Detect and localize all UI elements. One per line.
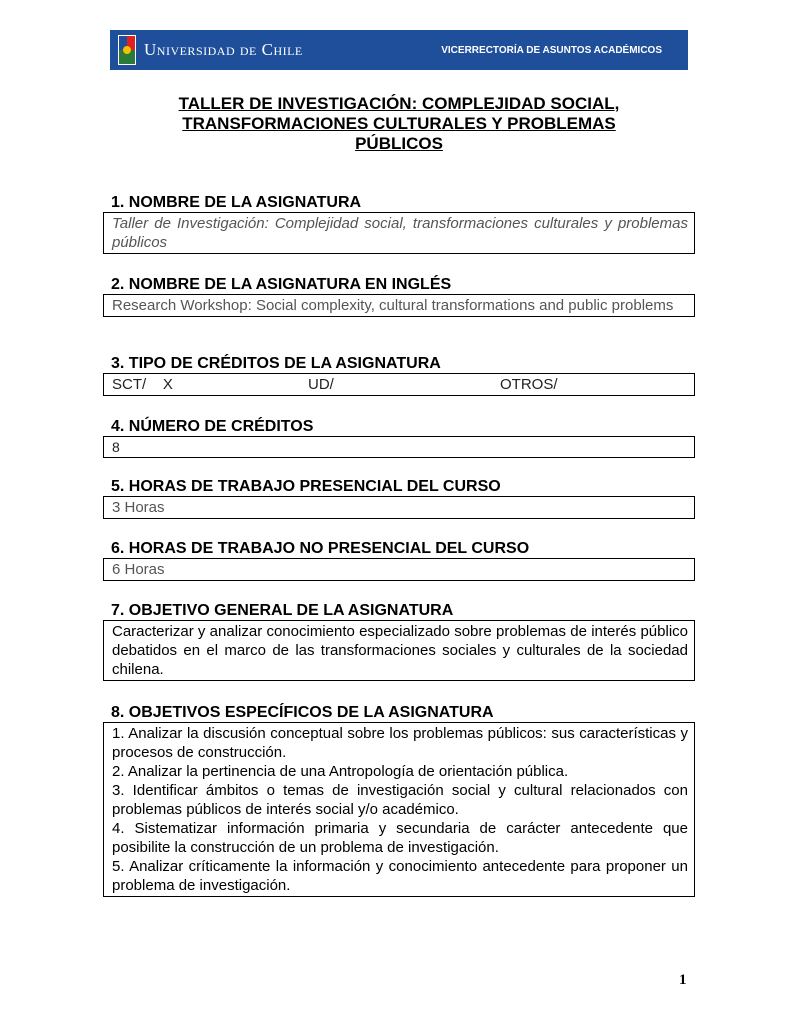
specific-objective-item: 2. Analizar la pertinencia de una Antropología de orientación pública. (112, 763, 569, 780)
header-banner (110, 30, 688, 70)
section-1-heading: 1. NOMBRE DE LA ASIGNATURA (111, 194, 362, 211)
section-3-heading: 3. TIPO DE CRÉDITOS DE LA ASIGNATURA (111, 355, 441, 372)
section-7-content: Caracterizar y analizar conocimiento especializado sobre problemas de interés público debatidos en el marco de las transformaciones sociales y culturales de la sociedad chilena. (103, 620, 695, 681)
section-2-heading: 2. NOMBRE DE LA ASIGNATURA EN INGLÉS (111, 276, 452, 293)
specific-objective-item: 1. Analizar la discusión conceptual sobre los problemas públicos: sus características y procesos de construcción. (112, 725, 688, 761)
specific-objective-item: 3. Identificar ámbitos o temas de investigación social y cultural relacionados con problemas públicos de interés social y/o académico. (112, 782, 688, 818)
title-line-3: PÚBLICOS (355, 134, 443, 153)
university-shield-icon (118, 35, 136, 65)
section-3 (110, 355, 696, 396)
section-2-content: Research Workshop: Social complexity, cultural transformations and public problems (103, 294, 695, 317)
title-line-1: TALLER DE INVESTIGACIÓN: COMPLEJIDAD SOCIAL, (178, 94, 620, 113)
vicerrectoria-label: VICERRECTORÍA DE ASUNTOS ACADÉMICOS (441, 44, 662, 56)
section-2 (110, 276, 696, 317)
section-4-content: 8 (103, 436, 695, 458)
page-title (110, 94, 688, 154)
credits-sct: SCT/ X (112, 376, 173, 393)
specific-objective-item: 5. Analizar críticamente la información y conocimiento antecedente para proponer un problema de investigación. (112, 858, 688, 894)
section-8-heading: 8. OBJETIVOS ESPECÍFICOS DE LA ASIGNATURA (111, 704, 494, 721)
section-8-content (103, 722, 695, 897)
section-8 (110, 704, 696, 897)
section-5 (110, 478, 696, 519)
page-number: 1 (679, 972, 687, 988)
section-5-heading: 5. HORAS DE TRABAJO PRESENCIAL DEL CURSO (111, 478, 501, 495)
section-1-content: Taller de Investigación: Complejidad social, transformaciones culturales y problemas públicos (103, 212, 695, 254)
section-7 (110, 602, 696, 681)
section-4 (110, 418, 696, 458)
credits-otros: OTROS/ (500, 376, 558, 393)
section-4-heading: 4. NÚMERO DE CRÉDITOS (111, 418, 314, 435)
credits-ud: UD/ (308, 376, 334, 393)
specific-objective-item: 4. Sistematizar información primaria y secundaria de carácter antecedente que posibilite la construcción de un problema de investigación. (112, 820, 688, 856)
section-6 (110, 540, 696, 581)
section-6-heading: 6. HORAS DE TRABAJO NO PRESENCIAL DEL CURSO (111, 540, 530, 557)
section-7-heading: 7. OBJETIVO GENERAL DE LA ASIGNATURA (111, 602, 454, 619)
section-6-content: 6 Horas (103, 558, 695, 581)
university-name: Universidad de Chile (144, 40, 303, 59)
section-1 (110, 194, 696, 254)
section-5-content: 3 Horas (103, 496, 695, 519)
section-3-content (103, 373, 695, 396)
title-line-2: TRANSFORMACIONES CULTURALES Y PROBLEMAS (182, 114, 616, 133)
